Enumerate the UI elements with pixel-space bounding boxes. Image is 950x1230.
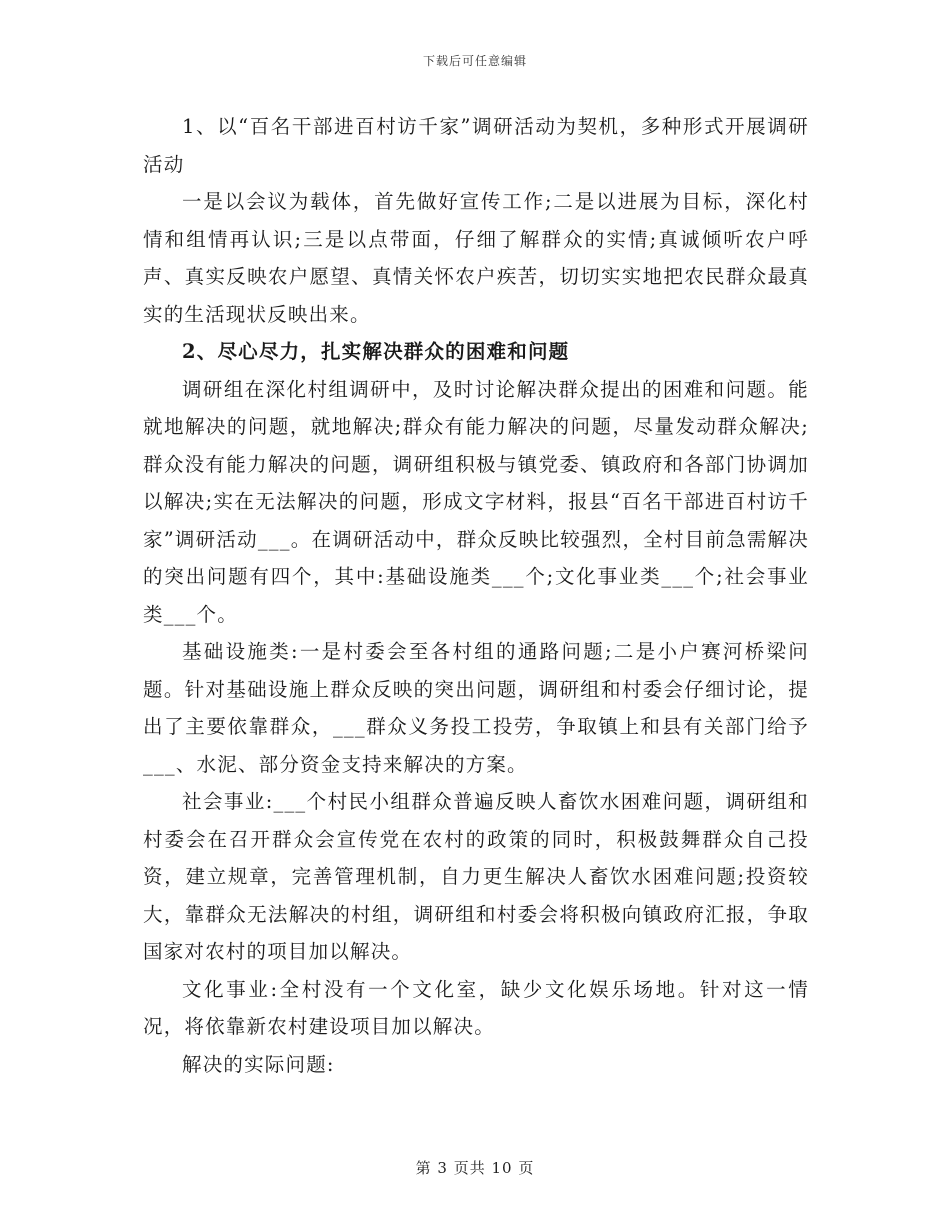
- paragraph-problems: 调研组在深化村组调研中，及时讨论解决群众提出的困难和问题。能就地解决的问题，就地解决;群众有能力解决的问题，尽量发动群众解决;群众没有能力解决的问题，调研组积极与镇党委、镇政府和各部门协调加以解决;实在无法解决的问题，形成文字材料，报县“百名干部进百村访千家”调研活动___。在调研活动中，群众反映比较强烈，全村目前急需解决的突出问题有四个，其中:基础设施类___个;文化事业类___个;社会事业类___个。: [143, 377, 809, 626]
- paragraph-social: 社会事业:___个村民小组群众普遍反映人畜饮水困难问题，调研组和村委会在召开群众会宣传党在农村的政策的同时，积极鼓舞群众自己投资，建立规章，完善管理机制，自力更生解决人畜饮水困难问题;投资较大，靠群众无法解决的村组，调研组和村委会将积极向镇政府汇报，争取国家对农村的项目加以解决。: [143, 790, 809, 963]
- paragraph-solved: 解决的实际问题:: [182, 1052, 335, 1076]
- heading-2: 2、尽心尽力，扎实解决群众的困难和问题: [182, 340, 570, 363]
- page-header: 下载后可任意编辑: [422, 54, 527, 68]
- page-footer: 第 3 页共 10 页: [415, 1159, 535, 1177]
- document-body: [143, 108, 809, 1083]
- heading-1: 1、以“百名干部进百村访千家”调研活动为契机，多种形式开展调研活动: [143, 115, 809, 176]
- paragraph-intro: 一是以会议为载体，首先做好宣传工作;二是以进展为目标，深化村情和组情再认识;三是以点带面，仔细了解群众的实情;真诚倾听农户呼声、真实反映农户愿望、真情关怀农户疾苦，切切实实地把农民群众最真实的生活现状反映出来。: [143, 190, 809, 326]
- paragraph-infrastructure: 基础设施类:一是村委会至各村组的通路问题;二是小户赛河桥梁问题。针对基础设施上群众反映的突出问题，调研组和村委会仔细讨论，提出了主要依靠群众，___群众义务投工投劳，争取镇上和县有关部门给予___、水泥、部分资金支持来解决的方案。: [143, 640, 809, 776]
- paragraph-culture: 文化事业:全村没有一个文化室，缺少文化娱乐场地。针对这一情况，将依靠新农村建设项目加以解决。: [143, 977, 809, 1038]
